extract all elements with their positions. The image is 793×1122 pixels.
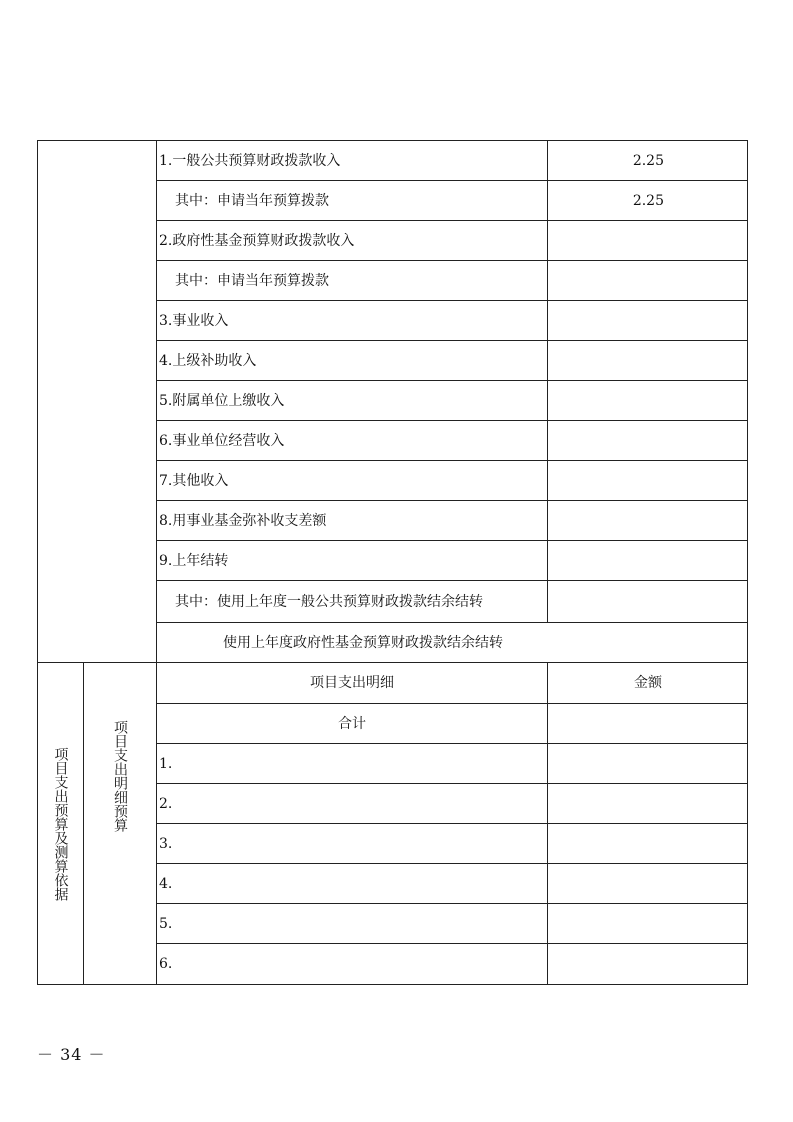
income-row-amount: [548, 221, 748, 261]
income-row-label: 9.上年结转: [157, 541, 548, 581]
expense-total-amount: [548, 704, 748, 744]
expense-header-detail: 项目支出明细: [157, 663, 548, 704]
income-row-amount: [548, 581, 748, 623]
expense-item-amount: [548, 744, 748, 784]
income-row-amount: [548, 421, 748, 461]
expense-item-amount: [548, 944, 748, 984]
expense-item-amount: [548, 784, 748, 824]
expense-item-label: 4.: [157, 864, 548, 904]
income-row-label: 使用上年度政府性基金预算财政拨款结余结转: [157, 623, 748, 663]
expense-item-label: 6.: [157, 944, 548, 984]
income-row-amount: [548, 461, 748, 501]
income-row-label: 其中：申请当年预算拨款: [157, 181, 548, 221]
expense-item-label: 1.: [157, 744, 548, 784]
expense-section-inner-text: 项目支出明细预算: [112, 719, 128, 832]
expense-item-label: 2.: [157, 784, 548, 824]
expense-item-amount: [548, 824, 748, 864]
income-row-amount: [548, 501, 748, 541]
income-row-amount: 2.25: [548, 181, 748, 221]
page-number: － 34 －: [37, 1045, 106, 1064]
expense-item-amount: [548, 904, 748, 944]
expense-header-amount: 金额: [548, 663, 748, 704]
income-row-label: 7.其他收入: [157, 461, 548, 501]
income-row-label: 其中：申请当年预算拨款: [157, 261, 548, 301]
income-row-label: 2.政府性基金预算财政拨款收入: [157, 221, 548, 261]
expense-section-outer-text: 项目支出预算及测算依据: [52, 746, 69, 901]
income-row-amount: [548, 261, 748, 301]
income-section-label-cell: [38, 141, 157, 663]
expense-item-label: 3.: [157, 824, 548, 864]
expense-total-label: 合计: [157, 704, 548, 744]
income-row-label: 其中：使用上年度一般公共预算财政拨款结余结转: [157, 581, 548, 623]
income-row-amount: [548, 301, 748, 341]
income-row-label: 8.用事业基金弥补收支差额: [157, 501, 548, 541]
expense-item-label: 5.: [157, 904, 548, 944]
income-row-amount: [548, 341, 748, 381]
expense-section-outer-label: [38, 663, 84, 984]
expense-item-amount: [548, 864, 748, 904]
income-row-label: 3.事业收入: [157, 301, 548, 341]
income-row-label: 1.一般公共预算财政拨款收入: [157, 141, 548, 181]
income-row-label: 4.上级补助收入: [157, 341, 548, 381]
income-row-amount: [548, 381, 748, 421]
income-row-amount: [548, 541, 748, 581]
income-row-amount: 2.25: [548, 141, 748, 181]
income-row-label: 5.附属单位上缴收入: [157, 381, 548, 421]
expense-section-inner-label: [84, 663, 157, 984]
income-row-label: 6.事业单位经营收入: [157, 421, 548, 461]
budget-table: [37, 140, 748, 985]
